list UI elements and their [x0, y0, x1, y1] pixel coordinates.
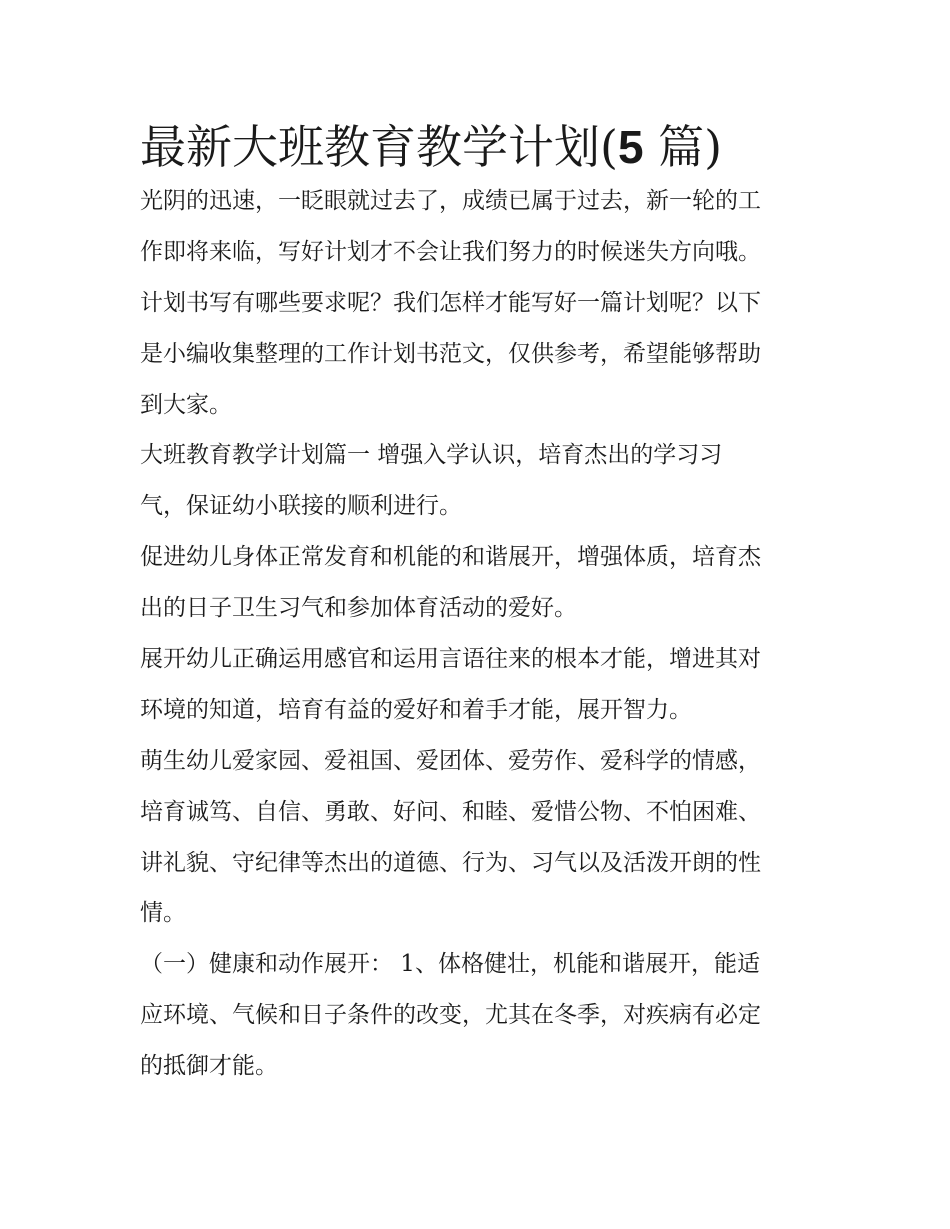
- text-line: 大班教育教学计划篇一 增强入学认识，培育杰出的学习习: [140, 442, 723, 469]
- text-line: 环境的知道，培育有益的爱好和着手才能，展开智力。: [140, 696, 692, 723]
- text-line: 应环境、气候和日子条件的改变，尤其在冬季，对疾病有必定: [140, 1002, 761, 1029]
- text-line: 光阴的迅速，一眨眼就过去了，成绩已属于过去，新一轮的工: [140, 188, 761, 214]
- document-body: [140, 176, 812, 1092]
- text-line: 出的日子卫生习气和参加体育活动的爱好。: [140, 595, 577, 622]
- text-line: 作即将来临，写好计划才不会让我们努力的时候迷失方向哦。: [140, 238, 761, 265]
- title-number: 5: [617, 121, 644, 173]
- document-title: [140, 116, 840, 178]
- text-line: 是小编收集整理的工作计划书范文，仅供参考，希望能够帮助: [140, 340, 761, 367]
- text-line: 的抵御才能。: [140, 1053, 278, 1080]
- text-line: 展开幼儿正确运用感官和运用言语往来的根本才能，增进其对: [140, 646, 761, 673]
- text-line: 情。: [140, 900, 186, 927]
- text-line: 气，保证幼小联接的顺利进行。: [140, 493, 462, 520]
- title-text: 最新大班教育教学计划(: [140, 120, 618, 174]
- text-line: 到大家。: [140, 391, 232, 418]
- text-line: 计划书写有哪些要求呢？我们怎样才能写好一篇计划呢？以下: [140, 289, 761, 316]
- text-line: （一）健康和动作展开： 1、体格健壮，机能和谐展开，能适: [140, 951, 760, 978]
- text-line: 讲礼貌、守纪律等杰出的道德、行为、习气以及活泼开朗的性: [140, 849, 761, 876]
- text-line: 培育诚笃、自信、勇敢、好问、和睦、爱惜公物、不怕困难、: [140, 798, 761, 825]
- text-line: 促进幼儿身体正常发育和机能的和谐展开，增强体质，培育杰: [140, 544, 761, 571]
- title-suffix: 篇): [643, 120, 723, 174]
- text-line: 萌生幼儿爱家园、爱祖国、爱团体、爱劳作、爱科学的情感，: [140, 747, 761, 774]
